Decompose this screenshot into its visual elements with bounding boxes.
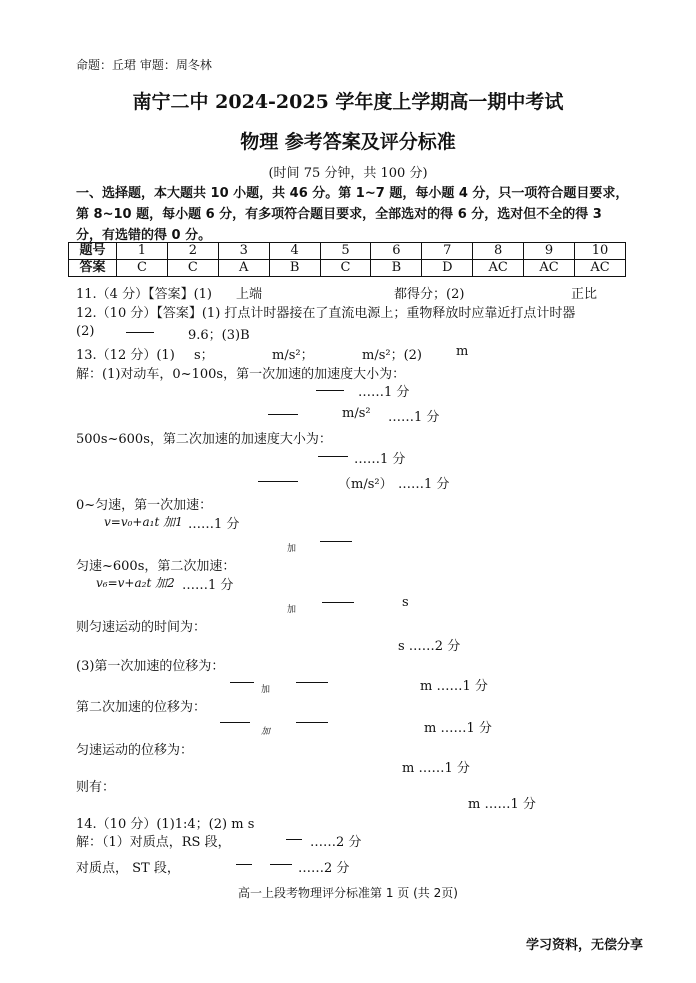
- table-cell: 3: [218, 243, 269, 260]
- table-cell: B: [371, 260, 422, 277]
- q13-unit-3: m/s²；(2): [362, 348, 423, 363]
- q13-step4: 匀速~600s，第二次加速：: [76, 559, 236, 574]
- table-cell: 2: [167, 243, 218, 260]
- table-cell: C: [117, 260, 168, 277]
- q13-eq1: v=v₀+a₁t 加1: [104, 515, 183, 529]
- q12-line2-b: 9.6；(3)B: [188, 328, 250, 343]
- q11-answer-c: 正比: [571, 287, 598, 302]
- table-cell: C: [320, 260, 371, 277]
- q13-unit-a2: （m/s²）: [338, 477, 393, 492]
- q13-score2: ……1 分: [388, 410, 440, 425]
- q12-line1: 12.（10 分）【答案】(1) 打点计时器接在了直流电源上；重物释放时应靠近打点计时器: [76, 306, 576, 321]
- fraction-bar: [236, 864, 252, 865]
- fraction-bar: [258, 481, 298, 482]
- q13-head: 13.（12 分）(1): [76, 348, 175, 363]
- table-cell: 10: [575, 243, 626, 260]
- q13-jia3: 加: [261, 685, 271, 695]
- answer-table: [68, 242, 626, 277]
- q13-score1: ……1 分: [358, 385, 410, 400]
- fraction-bar: [318, 456, 348, 457]
- q11-answer-b: 都得分；(2): [394, 287, 465, 302]
- table-cell: AC: [473, 260, 524, 277]
- table-cell: 4: [269, 243, 320, 260]
- fraction-bar: [322, 602, 354, 603]
- q13-step5: 则匀速运动的时间为：: [76, 620, 207, 635]
- table-header-number: 题号: [69, 243, 117, 260]
- exam-time: (时间 75 分钟，共 100 分): [268, 166, 428, 181]
- table-cell: 7: [422, 243, 473, 260]
- table-cell: C: [167, 260, 218, 277]
- table-cell: 1: [117, 243, 168, 260]
- q13-score10: m ……1 分: [402, 761, 470, 776]
- table-cell: A: [218, 260, 269, 277]
- watermark-text: 学习资料，无偿分享: [526, 938, 644, 953]
- fraction-bar: [296, 722, 328, 723]
- q13-score4: ……1 分: [398, 477, 450, 492]
- table-cell: AC: [524, 260, 575, 277]
- fraction-bar: [230, 682, 254, 683]
- q13-score7: s ……2 分: [398, 639, 461, 654]
- q13-score5: ……1 分: [188, 517, 240, 532]
- table-cell: AC: [575, 260, 626, 277]
- table-cell: B: [269, 260, 320, 277]
- fraction-bar: [320, 541, 352, 542]
- q13-step1: 解：(1)对动车，0~100s，第一次加速的加速度大小为：: [76, 367, 406, 382]
- q14-head: 14.（10 分）(1)1:4；(2) m s: [76, 817, 255, 832]
- exam-subtitle: 物理 参考答案及评分标准: [240, 131, 456, 153]
- table-cell: 8: [473, 243, 524, 260]
- fraction-bar: [268, 414, 298, 415]
- table-header-answer: 答案: [69, 260, 117, 277]
- table-cell: 6: [371, 243, 422, 260]
- q13-jia4: 加: [261, 727, 271, 737]
- q13-unit-a1: m/s²: [342, 406, 371, 421]
- page-footer: 高一上段考物理评分标准第 1 页 (共 2页): [238, 886, 458, 900]
- q13-step2: 500s~600s，第二次加速的加速度大小为：: [76, 432, 332, 447]
- q11-head: 11.（4 分）【答案】(1): [76, 287, 212, 302]
- q14-step2: 对质点， ST 段，: [76, 861, 180, 876]
- q13-step6: (3)第一次加速的位移为：: [76, 659, 225, 674]
- table-row-answers: [69, 260, 626, 277]
- authors-line: 命题：丘珺 审题：周冬林: [76, 58, 212, 72]
- q14-step1: 解：（1）对质点，RS 段，: [76, 835, 231, 850]
- q13-eq2: v₆=v+a₂t 加2: [96, 576, 175, 590]
- section1-line1: 一、选择题，本大题共 10 小题，共 46 分。第 1~7 题，每小题 4 分，只一项符合题目要求，: [76, 186, 629, 201]
- fraction-bar: [296, 682, 328, 683]
- q11-answer-a: 上端: [236, 287, 263, 302]
- q13-unit-1: s；: [194, 348, 214, 363]
- section1-line2: 第 8~10 题，每小题 6 分，有多项符合题目要求，全部选对的得 6 分，选对但不全的得 3: [76, 207, 602, 222]
- q13-step8: 匀速运动的位移为：: [76, 743, 194, 758]
- q13-step7: 第二次加速的位移为：: [76, 700, 207, 715]
- q12-line2-a: (2): [76, 324, 95, 339]
- q13-step9: 则有：: [76, 780, 116, 795]
- table-cell: 5: [320, 243, 371, 260]
- section1-line3: 分，有选错的得 0 分。: [76, 228, 212, 243]
- q13-score9: m ……1 分: [424, 721, 492, 736]
- q13-unit-4: m: [456, 344, 469, 359]
- q13-step3: 0~匀速，第一次加速：: [76, 498, 213, 513]
- table-cell: D: [422, 260, 473, 277]
- q13-jia1: 加: [287, 544, 297, 554]
- fraction-bar: [270, 864, 292, 865]
- q13-unit-2: m/s²；: [272, 348, 314, 363]
- q14-score2: ……2 分: [298, 861, 350, 876]
- q13-score8: m ……1 分: [420, 679, 488, 694]
- table-row-numbers: [69, 243, 626, 260]
- fraction-bar: [286, 839, 302, 840]
- fraction-bar: [220, 722, 250, 723]
- q14-score1: ……2 分: [310, 835, 362, 850]
- q13-unit-s: s: [402, 595, 409, 610]
- table-cell: 9: [524, 243, 575, 260]
- exam-title: 南宁二中 2024-2025 学年度上学期高一期中考试: [132, 91, 564, 113]
- q13-score11: m ……1 分: [468, 797, 536, 812]
- q13-score6: ……1 分: [182, 578, 234, 593]
- q13-score3: ……1 分: [354, 452, 406, 467]
- q13-jia2: 加: [287, 605, 297, 615]
- fraction-bar: [316, 390, 344, 391]
- fraction-bar: [126, 332, 154, 333]
